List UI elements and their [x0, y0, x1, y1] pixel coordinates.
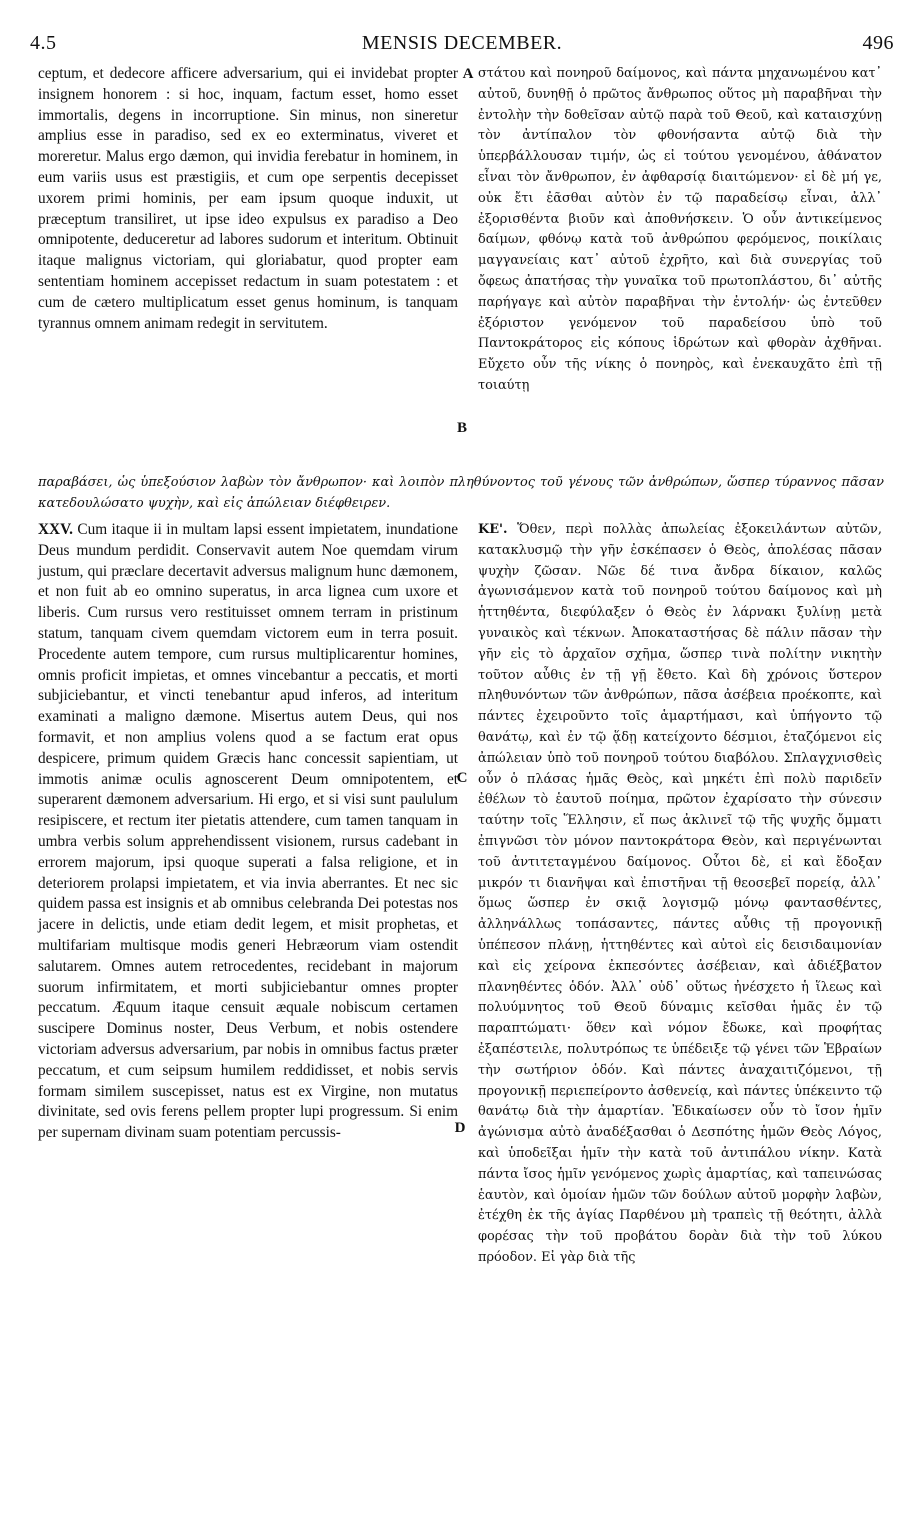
greek-paragraph-top: στάτου καὶ πονηροῦ δαίμονος, καὶ πάντα μηχανωμένου κατ᾽ αὐτοῦ, δυνηθῇ ὁ πρῶτος ἄνθρωπος οὕτος μὴ παραβῆναι τὴν ἐντολὴν τὴν δοθεῖσαν αὐτῷ παρὰ τοῦ Θεοῦ, καὶ καταισχύνῃ τὸν ἀντίπαλον τὸν φθονήσαντα αὐτῷ διὰ τὴν ὑπερβάλλουσαν τιμήν, ὡς εἰ τούτου γενομένου, ἀθάνατον εἶναι τὸν ἄνθρωπον, ἐν ἀφθαρσίᾳ διαιτώμενον· εἰ δὲ μή γε, οὐκ ἔτι ἐᾶσθαι αὐτὸν ἐν τῷ παραδείσῳ εἶναι, ἀλλ᾽ ἐξορισθέντα βιοῦν καὶ ἀποθνήσκειν. Ὁ οὖν ἀντικείμενος δαίμων, φθόνῳ κατὰ τοῦ ἀνθρώπου φερόμενος, ποικίλαις μαγγανείαις κατ᾽ αὐτοῦ ἐχρῆτο, καὶ διὰ συνεργίας τοῦ ὄφεως ἀπατήσας τὴν γυναῖκα τοῦ πρωτοπλάστου, δι᾽ αὐτῆς παρήγαγε καὶ αὐτὸν παραβῆναι τὴν ἐντολήν· ὡς ἐντεῦθεν ἐξόριστον γενόμενον τοῦ παραδείσου ὑπὸ τοῦ Παντοκράτορος εἰς κόπους ἱδρώτων καὶ φθορὰν ἀχθῆναι. Εὔχετο οὖν τῆς νίκης ὁ πονηρὸς, καὶ ἐνεκαυχᾶτο ἐπὶ τῇ τοιαύτῃ — [478, 66, 882, 393]
latin-section-number: XXV. — [38, 521, 73, 538]
margin-marker-b: B — [456, 420, 467, 436]
greek-column-bottom — [478, 520, 882, 1269]
latin-paragraph-top: ceptum, et dedecore afficere adversarium, qui ei invidebat propter insignem honorem : si hoc, inquam, factum esset, homo esset immortalis, degens in incorruptione. Sin minus, non sineretur amplius esse in paradiso, sed ex eo exterminatus, viveret et moreretur. Malus ergo dæmon, qui invidia ferebatur in hominem, in eum variis usus est præstigiis, et cum ope serpentis decepisset uxorem primi hominis, per eam ipsum quoque induxit, ut præceptum transiliret, ut ipse ideo expulsus ex paradiso a Deo omnipotente, deduceretur ad labores sudorum et interitum. Obtinuit itaque malignus victoriam, qui gloriabatur, quod propter eam sententiam hominem accepisset redactum in suam potestatem : et cum de cætero multiplicatum esset genus hominum, is tanquam tyrannus omnem animam redegit in servitutem. — [38, 65, 458, 332]
margin-marker-d: D — [454, 1120, 466, 1136]
running-header — [30, 32, 894, 62]
greek-section-number: ΚΕ'. — [478, 522, 508, 537]
margin-marker-a: A — [462, 66, 474, 82]
greek-paragraph-bottom — [478, 520, 882, 1269]
page-number-right: 496 — [862, 32, 894, 54]
greek-section-text: Ὅθεν, περὶ πολλὰς ἀπωλείας ἐξοκειλάντων αὐτῶν, κατακλυσμῷ τὴν γῆν ἐσκέπασεν ὁ Θεὸς, ἀπολέσας πᾶσαν ψυχὴν ζῶσαν. Νῶε δέ τινα ἄνδρα δίκαιον, καλῶς ἀγωνισάμενον κατὰ τοῦ πονηροῦ τούτου δαίμονος καὶ μὴ ἡττηθέντα, διεφύλαξεν ὁ Θεὸς ἐν λάρνακι ξυλίνῃ μετὰ γυναικὸς καὶ τέκνων. Ἀποκαταστήσας δὲ πάλιν πᾶσαν τὴν γῆν εἰς τὸ ἀρχαῖον σχῆμα, ὥσπερ τινὰ πολίτην νικητὴν τοῦτον αὖθις ἐν τῇ γῇ ἔθετο. Καὶ δὴ χρόνοις ὕστερον πληθυνόντων τῶν ἀνθρώπων, πᾶσα ἀσέβεια προέκοπτε, καὶ πάντες ἐχειροῦντο τοῖς ἁμαρτήμασι, καὶ ὑπήγοντο τῷ θανάτῳ, καὶ ἐν τῷ ᾅδῃ κατείχοντο δέσμιοι, ἐταζόμενοι εἰς ἀπώλειαν ὑπὸ τοῦ πονηροῦ τούτου διαβόλου. Σπλαγχνισθεὶς οὖν ὁ πλάσας ἡμᾶς Θεὸς, καὶ μηκέτι ἐπὶ πολὺ παριδεῖν ἐθέλων τὸ ἑαυτοῦ ποίημα, πρῶτον ἐχαρίσατο τὴν σύνεσιν ταύτην τοῖς Ἕλλησιν, εἴ πως ἀκλινεῖ τῷ τῆς ψυχῆς ὄμματι ἐπιγνῶσι τὸν μόνον παντοκράτορα Θεὸν, καὶ περιγένωνται τοῦ ἀντιτεταγμένου δαίμονος. Οὗτοι δὲ, εἰ καὶ ἔδοξαν μικρόν τι διανῆψαι καὶ ἐπιστῆναι τῇ θεοσεβεῖ πορείᾳ, ἀλλ᾽ ὅμως ὥσπερ ἐν σκιᾷ λογισμῷ μόνῳ φαντασθέντες, ἀλληνάλλως τοπάσαντες, πάντες αὖθις τῇ προγονικῇ ὑπέπεσον πλάνῃ, ἡττηθέντες καὶ αὐτοὶ εἰς δεισιδαιμονίαν καὶ εἰς χείρονα ἐκπεσόντες ἀσέβειαν, καὶ ἀδιέξβατον πλανηθέντες ὁδόν. Ἀλλ᾽ οὐδ᾽ οὕτως ἠνέσχετο ἡ ἵλεως καὶ πολυύμνητος τοῦ Θεοῦ δύναμις κεῖσθαι ἡμᾶς ἐν τῷ παραπτώματι· ὅθεν καὶ νόμον ἔδωκε, καὶ προφήτας ἐξαπέστειλε, πολυτρόπως τε ὑπέδειξε τῷ γένει τῶν Ἑβραίων τὴν σωτήριον ὁδόν. Καὶ πάντες ἀναχαιτιζόμενοι, τῇ προγονικῇ περιεπείροντο ἀσθενείᾳ, καὶ πάντες ὑπέκειντο τῷ θανάτῳ διὰ τὴν ἁμαρτίαν. Ἐδικαίωσεν οὖν τὸ ἴσον ἡμῖν ἀγώνισμα αὐτὸ ἀναδέξασθαι ὁ Δεσπότης ἡμῶν Θεὸς Λόγος, καὶ ὑποδεῖξαι ἡμῖν τὴν κατὰ τοῦ ἀντιπάλου νίκην. Κατὰ πάντα ἴσος ἡμῖν γενόμενος χωρὶς ἁμαρτίας, καὶ ταπεινώσας ἑαυτὸν, καὶ ὁμοίαν ἡμῶν τῶν δούλων αὐτοῦ μορφὴν λαβὼν, ἐτέχθη ἐκ τῆς ἁγίας Παρθένου μὴ τραπεὶς τῇ θεότητι, ἀλλὰ φορέσας τὴν τοῦ προβάτου δορὰν διὰ τὴν τοῦ λύκου πρόοδον. Εἰ γὰρ διὰ τῆς — [478, 522, 882, 1265]
latin-column-bottom — [38, 520, 458, 1144]
running-title: MENSIS DECEMBER. — [361, 32, 563, 54]
latin-column-top — [38, 64, 458, 334]
margin-marker-c: C — [456, 770, 468, 786]
latin-paragraph-bottom — [38, 520, 458, 1144]
page-number-left: 4.5 — [30, 32, 57, 54]
latin-section-text: Cum itaque ii in multam lapsi essent impietatem, inundatione Deus mundum perdidit. Conservavit autem Noe quemdam virum justum, qui præclare decertavit adversus malignum hunc dæmonem, et non fuit ab eo omnino superatus, in arca lignea cum uxore et liberis. Cum rursus vero restituisset omnem terram in pristinum statum, tanquam civem quemdam victorem eum in terra posuit. Procedente autem tempore, cum rursus multiplicarentur homines, omnis proficit impietas, et omnes vincebantur a peccatis, et morti subjiciebantur, et vincti tenebantur apud inferos, ad interitum examinati a maligno dæmone. Misertus autem Deus, qui nos formavit, et non amplius volens quod a se factum erat opus despicere, primum quidem Græcis hanc concessit sapientiam, ut immotis animæ oculis agnoscerent Deum omnipotentem, et superarent dæmonem adversarium. Hi ergo, et si visi sunt paululum resipiscere, et rectum iter pietatis attendere, cum tamen tanquam in umbra verbis solum apprehendissent visionem, rursus cadebant in errorem majorum, ipsi quoque superati a falsa religione, et in deteriorem prolapsi impietatem, et via invia aberrantes. Et nec sic quidem passa est insignis et ab omnibus celebranda Dei potestas nos jacere in delictis, unde etiam dedit legem, et misit prophetas, et multifariam multisque modis generi Hebræorum viam ostendit salutarem. Omnes autem retrocedentes, recidebant in majorum suorum infirmitatem, et morti subjiciebantur omnes propter peccatum. Æquum itaque censuit æquale nobiscum certamen suscipere Dominus noster, Deus Verbum, et nobis ostendere victoriam adversus adversarium, par nobis in omnibus factus præter peccatum, et cum seipsum humilem reddidisset, et nobis servis formam similem suscepisset, natus est ex Virgine, non mutatus divinitate, sed ovis ferens pellem propter lupi progressum. Si enim per supernam divinam suam potentiam percussis- — [38, 521, 459, 1142]
greek-column-top — [478, 64, 882, 397]
greek-full-width-text: παραβάσει, ὡς ὑπεξούσιον λαβὼν τὸν ἄνθρωπον· καὶ λοιπὸν πληθύνοντος τοῦ γένους τῶν ἀνθρώπων, ὥσπερ τύραννος πᾶσαν κατεδουλώσατο ψυχὴν, καὶ εἰς ἀπώλειαν διέφθειρεν. — [38, 475, 884, 511]
greek-full-width-line — [38, 473, 884, 515]
